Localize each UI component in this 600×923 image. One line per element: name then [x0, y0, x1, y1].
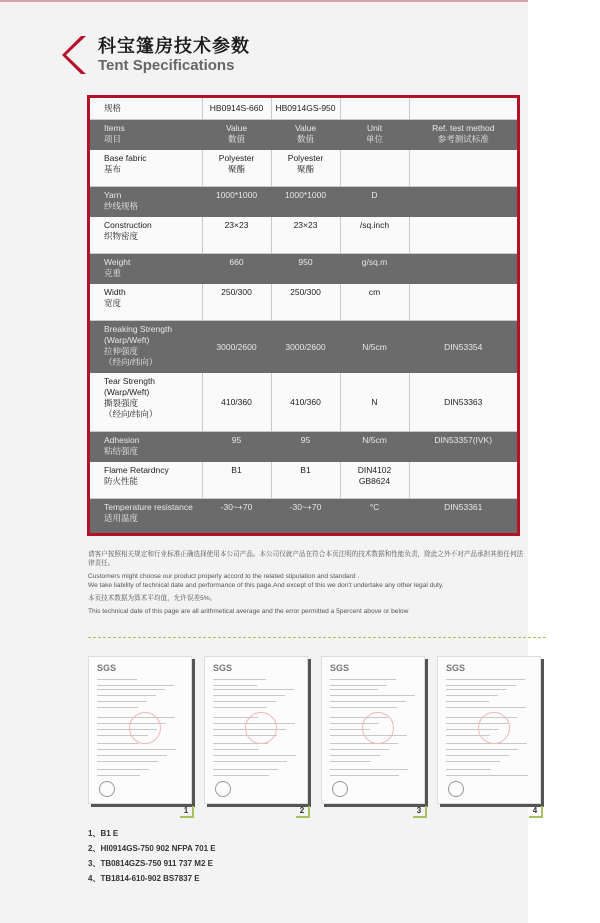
- text-line: [213, 755, 296, 756]
- text-line: [97, 743, 139, 744]
- certificate-document: [204, 656, 308, 804]
- item-label: Yarn: [104, 190, 122, 200]
- chevron-left-icon: [60, 34, 90, 76]
- certificate-thumbnail[interactable]: [88, 656, 194, 816]
- text-line: [446, 743, 527, 744]
- value-cell: [202, 150, 271, 187]
- stamp-icon: [129, 712, 161, 744]
- value-text: B1: [300, 465, 311, 475]
- top-rule: [0, 0, 528, 2]
- value-text: Polyester: [287, 153, 324, 163]
- column-header-line: 数值: [227, 134, 245, 144]
- value-text: 95: [231, 435, 242, 445]
- column-header-line: Unit: [366, 123, 383, 133]
- value-cell: [271, 150, 340, 187]
- item-cell: [90, 321, 202, 374]
- seal-icon: [99, 781, 115, 797]
- text-line: [213, 685, 257, 686]
- value-cell: [271, 373, 340, 432]
- value-cell: [202, 321, 271, 374]
- cert-list-item: 4、TB1814-610-902 BS7837 E: [88, 874, 200, 883]
- text-line: [213, 775, 269, 776]
- cert-list-item: 3、TB0814GZS-750 911 737 M2 E: [88, 859, 213, 868]
- certificate-document: [321, 656, 425, 804]
- value-text: 23×23: [293, 220, 318, 230]
- column-header: [340, 120, 409, 151]
- sgs-logo: SGS: [213, 663, 233, 673]
- note-en-2: This technical date of this page are all arithmetical average and the error permitted a 5percent above or below: [88, 608, 409, 615]
- unit-cell: N: [340, 373, 409, 432]
- text-line: [213, 707, 267, 708]
- column-header: [271, 120, 340, 151]
- spec-row: [90, 254, 517, 285]
- value-cell: [202, 284, 271, 321]
- unit-cell: /sq.inch: [340, 217, 409, 254]
- model-cell: HB0914S-660: [202, 98, 271, 120]
- spec-row: [90, 462, 517, 499]
- item-label: Temperature resistance: [104, 502, 193, 512]
- seal-icon: [448, 781, 464, 797]
- text-line: [213, 761, 287, 762]
- value-text: 1000*1000: [284, 190, 327, 200]
- column-header-line: 单位: [365, 134, 383, 144]
- value-text: 3000/2600: [216, 341, 257, 352]
- value-cell: [202, 254, 271, 285]
- text-line: [97, 701, 147, 702]
- item-label: 粘结强度: [104, 446, 139, 456]
- text-line: [446, 679, 525, 680]
- unit-cell: N/5cm: [340, 321, 409, 374]
- unit-cell: D: [340, 187, 409, 218]
- value-cell: [271, 187, 340, 218]
- dashed-divider: [88, 637, 546, 638]
- spec-row: [90, 150, 517, 187]
- value-cell: [271, 217, 340, 254]
- ref-method-cell: [409, 150, 517, 187]
- text-line: [97, 707, 138, 708]
- certificate-document: [88, 656, 192, 804]
- spec-row: [90, 321, 517, 374]
- value-text: 250/300: [221, 287, 252, 297]
- column-header: [90, 120, 202, 151]
- text-line: [213, 701, 276, 702]
- note-en-1: Customers might choose our product properly accord to the related stipulation and standard . We take liability of technical date and performance of this page.And except of this we don't undertake any other legal duty.: [88, 573, 444, 589]
- text-line: [446, 707, 526, 708]
- value-cell: [271, 432, 340, 463]
- sgs-logo: SGS: [446, 663, 466, 673]
- certificate-thumbnail[interactable]: [321, 656, 427, 816]
- text-line: [446, 695, 498, 696]
- value-text: 410/360: [290, 396, 321, 407]
- spec-table: [87, 95, 520, 536]
- model-cell: [409, 98, 517, 120]
- item-label: 基布: [104, 164, 122, 174]
- value-text: 3000/2600: [285, 341, 326, 352]
- cert-list-item: 2、HI0914GS-750 902 NFPA 701 E: [88, 844, 216, 853]
- value-text: 950: [298, 257, 313, 267]
- text-line: [213, 695, 285, 696]
- text-line: [330, 749, 389, 750]
- item-cell: [90, 432, 202, 463]
- value-text: 聚酯: [227, 164, 245, 174]
- stamp-icon: [245, 712, 277, 744]
- column-header-line: 数值: [296, 134, 314, 144]
- certificate-list: [88, 826, 216, 886]
- certificate-number: 4: [529, 806, 543, 818]
- certificate-number: 1: [180, 806, 194, 818]
- cert-list-item: 1、B1 E: [88, 829, 119, 838]
- sgs-logo: SGS: [330, 663, 350, 673]
- item-label: （经向/纬向）: [104, 409, 158, 419]
- unit-cell: DIN4102 GB8624: [340, 462, 409, 499]
- text-line: [97, 761, 158, 762]
- value-cell: [271, 321, 340, 374]
- text-line: [330, 775, 399, 776]
- item-label: (Warp/Weft): [104, 335, 150, 345]
- spec-row: [90, 373, 517, 432]
- item-cell: [90, 284, 202, 321]
- text-line: [330, 701, 406, 702]
- unit-cell: N/5cm: [340, 432, 409, 463]
- value-cell: [202, 462, 271, 499]
- item-label: 织物密度: [104, 231, 139, 241]
- column-header-line: Items: [104, 123, 125, 133]
- item-label: Width: [104, 287, 126, 297]
- value-cell: [202, 432, 271, 463]
- certificate-document: [437, 656, 541, 804]
- ref-method-cell: DIN53354: [409, 321, 517, 374]
- value-text: B1: [231, 465, 242, 475]
- value-text: -30~+70: [220, 502, 253, 512]
- item-label: 防火性能: [104, 476, 139, 486]
- value-cell: [202, 187, 271, 218]
- sgs-logo: SGS: [97, 663, 117, 673]
- text-line: [330, 769, 408, 770]
- text-line: [446, 685, 516, 686]
- value-text: 660: [229, 257, 244, 267]
- value-text: -30~+70: [289, 502, 322, 512]
- value-cell: [202, 217, 271, 254]
- column-header: [409, 120, 517, 151]
- text-line: [97, 769, 149, 770]
- item-cell: [90, 499, 202, 534]
- ref-method-cell: [409, 254, 517, 285]
- text-line: [213, 689, 294, 690]
- text-line: [446, 749, 518, 750]
- text-line: [97, 749, 176, 750]
- item-label: 拉伸强度: [104, 346, 139, 356]
- item-label: 撕裂强度: [104, 398, 139, 408]
- text-line: [97, 775, 140, 776]
- item-label: （经向/纬向）: [104, 357, 158, 367]
- column-header-line: 参考测试标准: [437, 134, 489, 144]
- item-label: Weight: [104, 257, 131, 267]
- text-line: [446, 761, 500, 762]
- certificate-number: 2: [296, 806, 310, 818]
- seal-icon: [332, 781, 348, 797]
- item-cell: [90, 187, 202, 218]
- spec-row: [90, 499, 517, 534]
- column-header-line: 项目: [104, 134, 122, 144]
- text-line: [446, 755, 509, 756]
- text-line: [213, 769, 278, 770]
- text-line: [97, 685, 174, 686]
- value-text: Polyester: [218, 153, 255, 163]
- unit-cell: [340, 150, 409, 187]
- value-cell: [202, 499, 271, 534]
- value-text: 250/300: [290, 287, 321, 297]
- ref-method-cell: DIN53363: [409, 373, 517, 432]
- item-cell: [90, 373, 202, 432]
- text-line: [330, 695, 415, 696]
- column-header-line: Value: [225, 123, 248, 133]
- spec-row: [90, 187, 517, 218]
- note-cn-1: 请客户按照相关规定和行业标准正确选择使用本公司产品。本公司仅就产品在符合本页注明的技术数据和性能负责，除此之外不对产品承担其他任何法律责任。: [88, 551, 524, 567]
- ref-method-cell: [409, 462, 517, 499]
- column-header-line: Ref. test method: [432, 123, 495, 133]
- item-label: Flame Retardncy: [104, 465, 169, 475]
- value-cell: [271, 499, 340, 534]
- item-label: (Warp/Weft): [104, 387, 150, 397]
- text-line: [446, 701, 489, 702]
- value-text: 1000*1000: [215, 190, 258, 200]
- item-cell: [90, 217, 202, 254]
- spec-label: 规格: [90, 98, 202, 120]
- column-header-line: Value: [294, 123, 317, 133]
- ref-method-cell: [409, 284, 517, 321]
- text-line: [97, 689, 165, 690]
- value-cell: [271, 254, 340, 285]
- value-text: 23×23: [224, 220, 249, 230]
- text-line: [330, 743, 398, 744]
- text-line: [213, 749, 259, 750]
- item-label: Tear Strength: [104, 376, 156, 386]
- value-text: 聚酯: [296, 164, 314, 174]
- header-row: [90, 120, 517, 151]
- model-row: [90, 98, 517, 120]
- spec-row: [90, 284, 517, 321]
- disclaimer-notes: [88, 550, 528, 620]
- text-line: [330, 685, 387, 686]
- value-cell: [202, 373, 271, 432]
- value-cell: [271, 462, 340, 499]
- item-label: Base fabric: [104, 153, 147, 163]
- stamp-icon: [362, 712, 394, 744]
- item-label: 宽度: [104, 298, 122, 308]
- stamp-icon: [478, 712, 510, 744]
- page-title-cn: 科宝篷房技术参数: [98, 36, 250, 57]
- page-title-en: Tent Specifications: [98, 57, 235, 74]
- text-line: [446, 769, 491, 770]
- text-line: [97, 755, 167, 756]
- item-label: 克重: [104, 268, 122, 278]
- text-line: [330, 689, 378, 690]
- unit-cell: g/sq.m: [340, 254, 409, 285]
- ref-method-cell: [409, 217, 517, 254]
- certificate-thumbnail[interactable]: [437, 656, 543, 816]
- text-line: [330, 679, 396, 680]
- item-cell: [90, 150, 202, 187]
- spec-row: [90, 217, 517, 254]
- ref-method-cell: DIN53357(IVK): [409, 432, 517, 463]
- spec-row: [90, 432, 517, 463]
- item-label: 纱线规格: [104, 201, 139, 211]
- item-cell: [90, 462, 202, 499]
- certificate-number: 3: [413, 806, 427, 818]
- item-cell: [90, 254, 202, 285]
- model-cell: [340, 98, 409, 120]
- value-cell: [271, 284, 340, 321]
- text-line: [97, 679, 137, 680]
- text-line: [97, 695, 156, 696]
- text-line: [446, 689, 507, 690]
- text-line: [330, 761, 371, 762]
- ref-method-cell: DIN53361: [409, 499, 517, 534]
- certificate-thumbnail[interactable]: [204, 656, 310, 816]
- value-text: 95: [300, 435, 311, 445]
- value-text: 410/360: [221, 396, 252, 407]
- text-line: [213, 679, 266, 680]
- unit-cell: cm: [340, 284, 409, 321]
- seal-icon: [215, 781, 231, 797]
- text-line: [330, 707, 397, 708]
- unit-cell: °C: [340, 499, 409, 534]
- text-line: [446, 775, 528, 776]
- item-label: Construction: [104, 220, 152, 230]
- model-cell: HB0914GS-950: [271, 98, 340, 120]
- item-label: Breaking Strength: [104, 324, 173, 334]
- ref-method-cell: [409, 187, 517, 218]
- note-cn-2: 本页技术数据为算术平均值，允许误差5%。: [88, 595, 217, 602]
- column-header: [202, 120, 271, 151]
- item-label: 适用温度: [104, 513, 139, 523]
- item-label: Adhesion: [104, 435, 140, 445]
- text-line: [330, 755, 380, 756]
